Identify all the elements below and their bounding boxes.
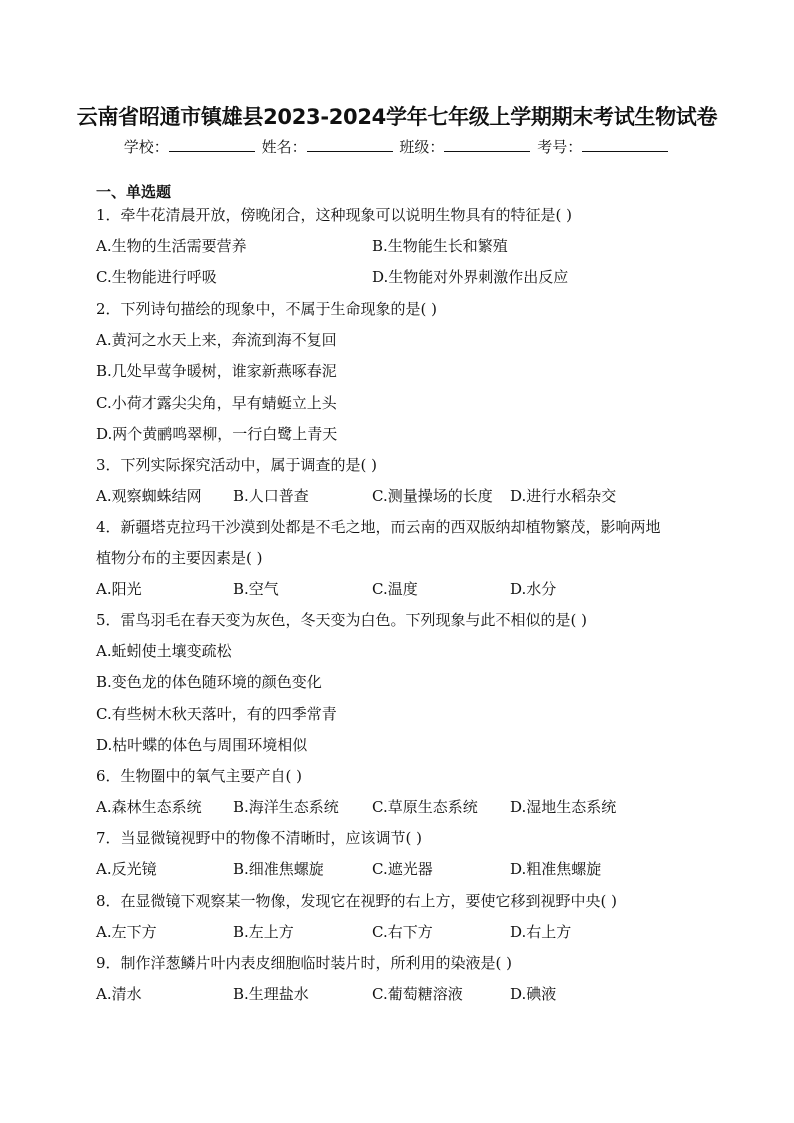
question-4-option-c: C.温度 <box>372 580 418 598</box>
question-1-option-c: C.生物能进行呼吸 <box>96 268 217 286</box>
question-8-option-b: B.左上方 <box>233 923 294 941</box>
question-7-option-a: A.反光镜 <box>96 860 157 878</box>
school-blank[interactable] <box>169 138 255 152</box>
question-3-stem: 3．下列实际探究活动中，属于调查的是( ) <box>96 456 378 474</box>
question-6-option-d: D.湿地生态系统 <box>510 798 617 816</box>
question-1-option-b: B.生物能生长和繁殖 <box>372 237 508 255</box>
class-blank[interactable] <box>444 138 530 152</box>
name-label: 姓名： <box>261 138 307 156</box>
question-9-stem: 9．制作洋葱鳞片叶内表皮细胞临时装片时，所利用的染液是( ) <box>96 954 513 972</box>
question-3-option-d: D.进行水稻杂交 <box>510 487 617 505</box>
question-8-option-c: C.右下方 <box>372 923 433 941</box>
question-1-stem: 1．牵牛花清晨开放，傍晚闭合，这种现象可以说明生物具有的特征是( ) <box>96 206 573 224</box>
question-2-stem: 2．下列诗句描绘的现象中，不属于生命现象的是( ) <box>96 300 438 318</box>
question-5-stem: 5．雷鸟羽毛在春天变为灰色，冬天变为白色。下列现象与此不相似的是( ) <box>96 611 588 629</box>
school-label: 学校： <box>123 138 169 156</box>
question-5-option-b: B.变色龙的体色随环境的颜色变化 <box>96 673 322 691</box>
question-8-option-a: A.左下方 <box>96 923 157 941</box>
question-7-option-d: D.粗准焦螺旋 <box>510 860 602 878</box>
question-6-option-c: C.草原生态系统 <box>372 798 478 816</box>
exam-title: 云南省昭通市镇雄县2023-2024学年七年级上学期期末考试生物试卷 <box>76 105 718 129</box>
name-blank[interactable] <box>307 138 393 152</box>
question-9-option-d: D.碘液 <box>510 985 557 1003</box>
question-7-stem: 7．当显微镜视野中的物像不清晰时，应该调节( ) <box>96 829 423 847</box>
question-2-option-b: B.几处早莺争暖树，谁家新燕啄春泥 <box>96 362 337 380</box>
question-3-option-c: C.测量操场的长度 <box>372 487 493 505</box>
question-6-option-a: A.森林生态系统 <box>96 798 202 816</box>
question-2-option-c: C.小荷才露尖尖角，早有蜻蜓立上头 <box>96 394 337 412</box>
question-5-option-d: D.枯叶蝶的体色与周围环境相似 <box>96 736 308 754</box>
question-4-option-d: D.水分 <box>510 580 557 598</box>
question-4-stem-line-1: 4．新疆塔克拉玛干沙漠到处都是不毛之地，而云南的西双版纳却植物繁茂，影响两地 <box>96 518 661 536</box>
question-4-option-b: B.空气 <box>233 580 279 598</box>
question-2-option-a: A.黄河之水天上来，奔流到海不复回 <box>96 331 337 349</box>
question-9-option-a: A.清水 <box>96 985 142 1003</box>
section-title: 一、单选题 <box>96 183 172 201</box>
question-7-option-c: C.遮光器 <box>372 860 433 878</box>
question-2-option-d: D.两个黄鹂鸣翠柳，一行白鹭上青天 <box>96 425 338 443</box>
question-8-option-d: D.右上方 <box>510 923 572 941</box>
question-5-option-a: A.蚯蚓使土壤变疏松 <box>96 642 232 660</box>
exam-number-blank[interactable] <box>582 138 668 152</box>
question-4-option-a: A.阳光 <box>96 580 142 598</box>
question-6-stem: 6．生物圈中的氧气主要产自( ) <box>96 767 303 785</box>
question-3-option-b: B.人口普查 <box>233 487 309 505</box>
question-6-option-b: B.海洋生态系统 <box>233 798 339 816</box>
class-label: 班级： <box>399 138 445 156</box>
question-1-option-d: D.生物能对外界刺激作出反应 <box>372 268 569 286</box>
question-9-option-b: B.生理盐水 <box>233 985 309 1003</box>
question-1-option-a: A.生物的生活需要营养 <box>96 237 247 255</box>
question-8-stem: 8．在显微镜下观察某一物像，发现它在视野的右上方，要使它移到视野中央( ) <box>96 892 618 910</box>
question-5-option-c: C.有些树木秋天落叶，有的四季常青 <box>96 705 337 723</box>
question-7-option-b: B.细准焦螺旋 <box>233 860 324 878</box>
question-3-option-a: A.观察蜘蛛结网 <box>96 487 202 505</box>
question-4-stem-line-2: 植物分布的主要因素是( ) <box>96 549 263 567</box>
student-info-line <box>0 136 794 157</box>
exam-number-label: 考号： <box>537 138 583 156</box>
question-9-option-c: C.葡萄糖溶液 <box>372 985 463 1003</box>
